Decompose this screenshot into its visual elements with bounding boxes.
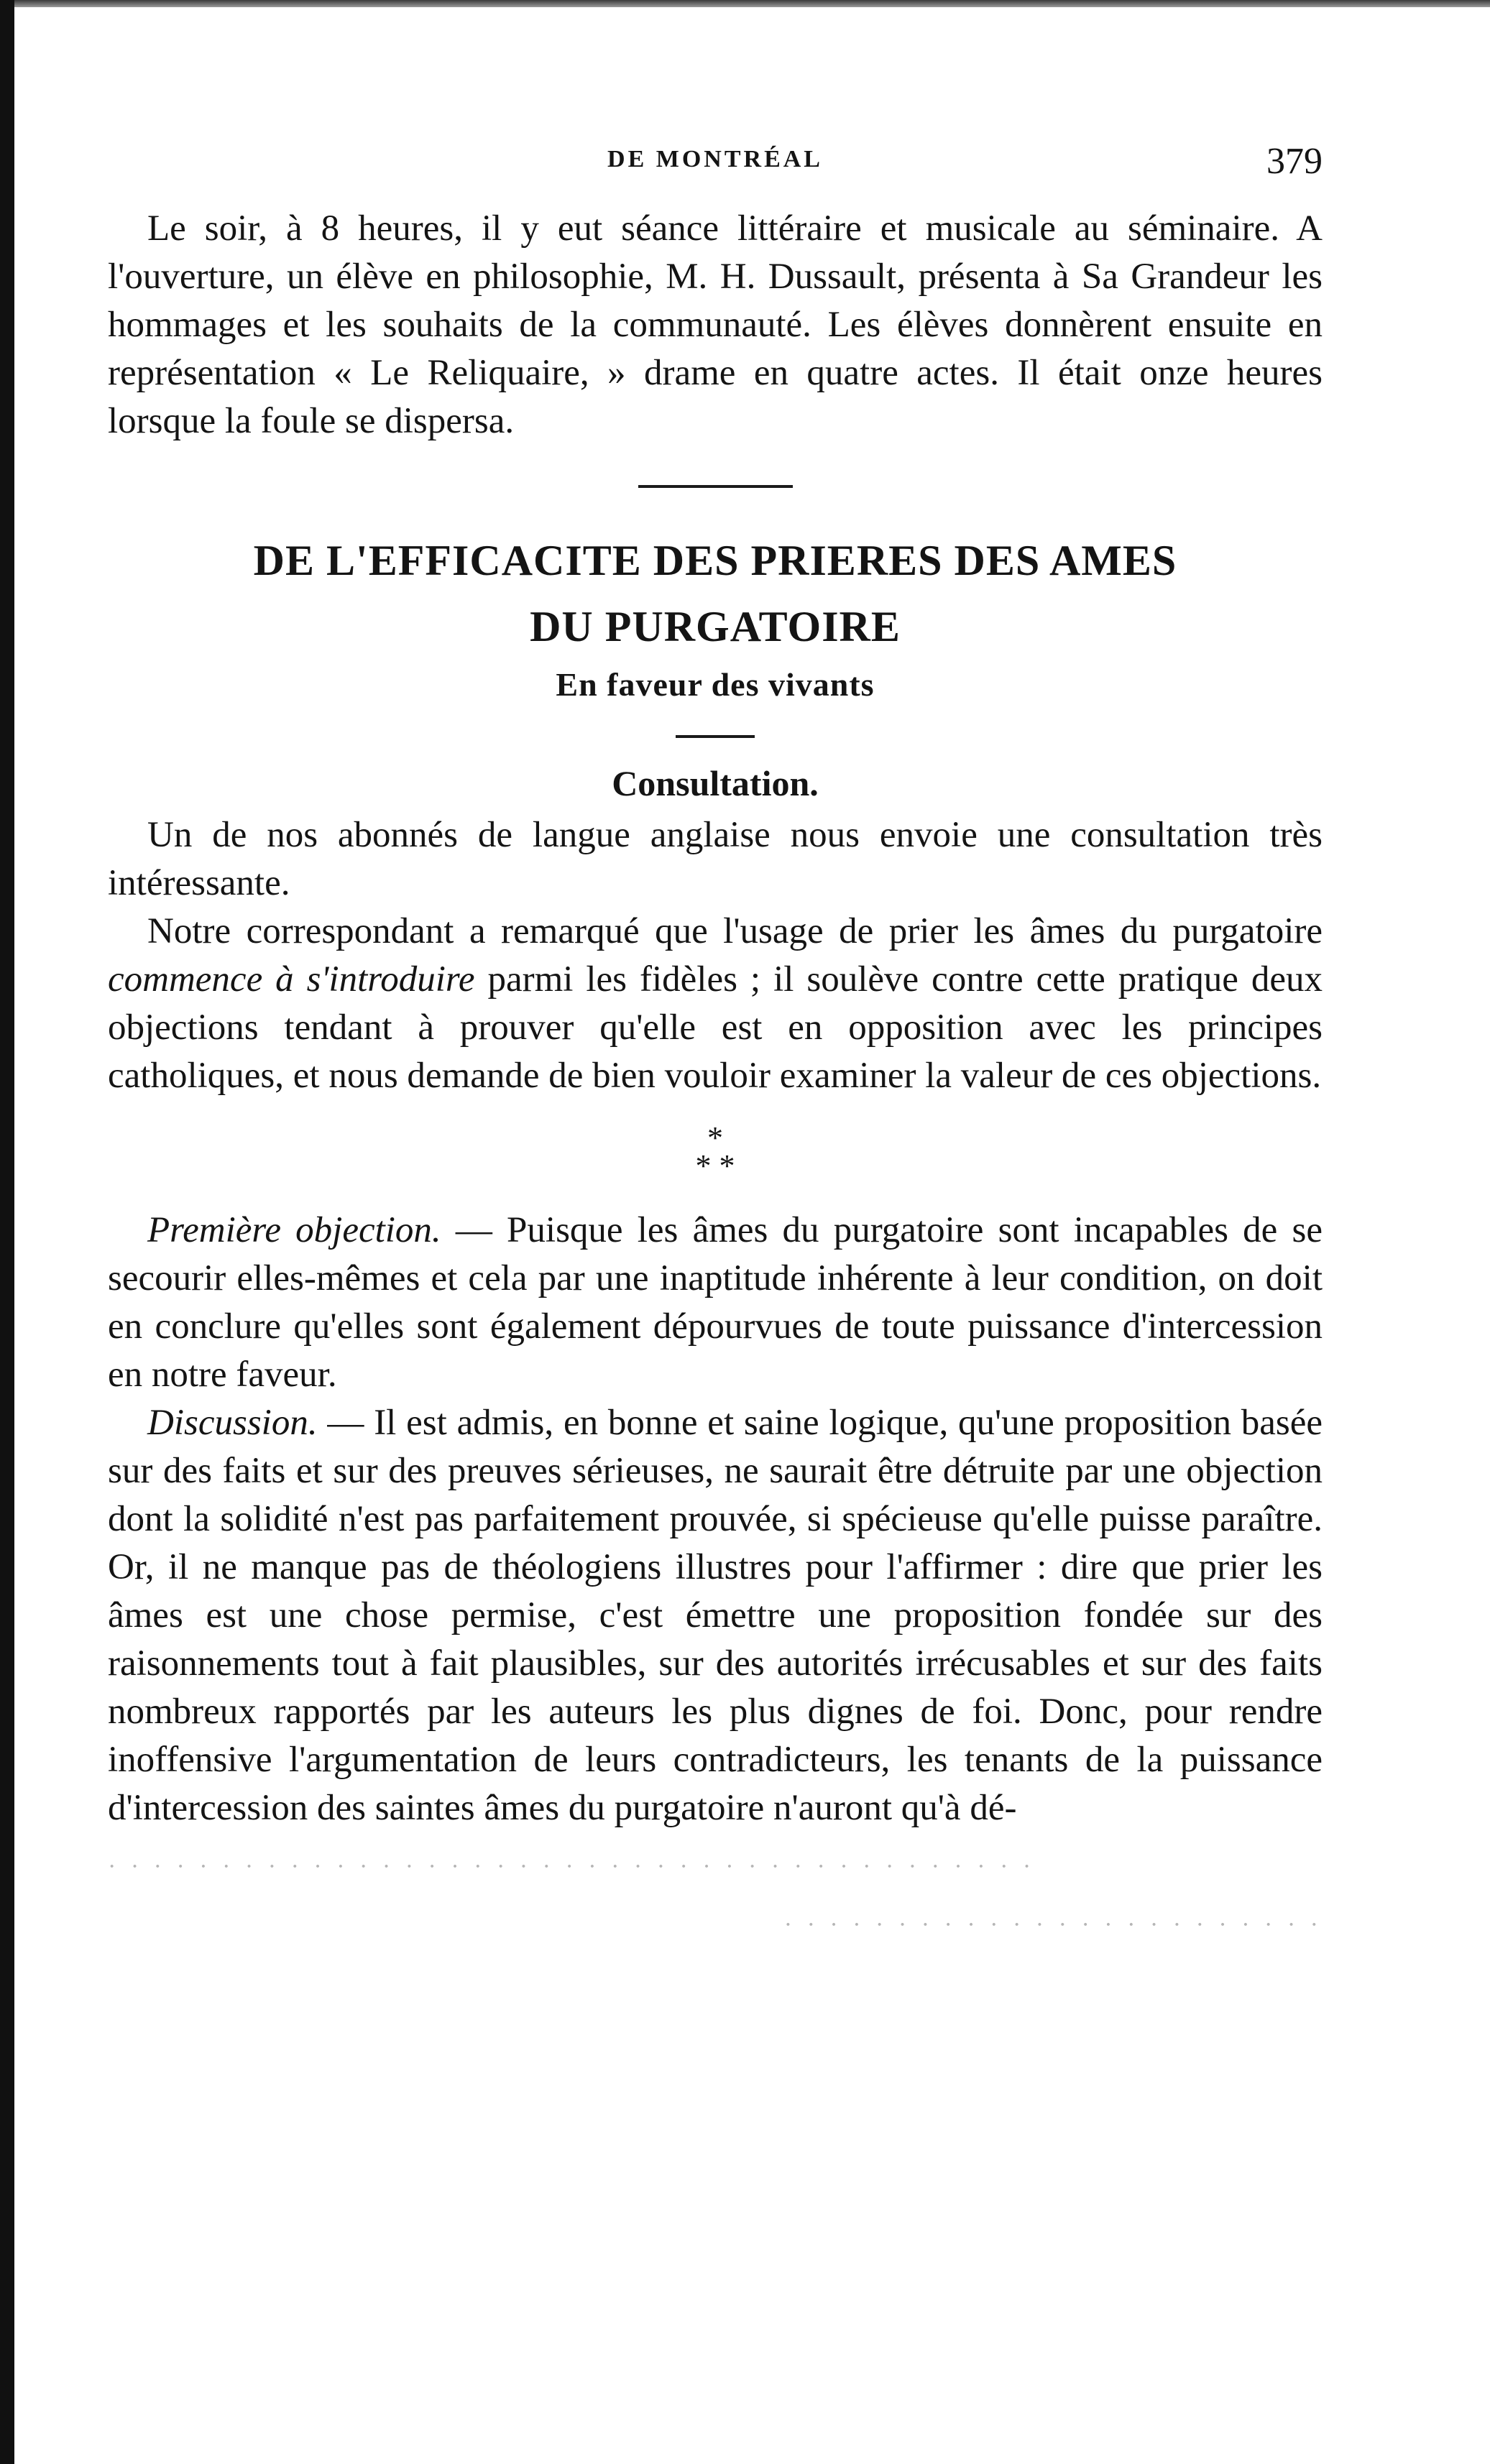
- asterism-bottom: * *: [695, 1148, 735, 1183]
- objection-label: Première objection.: [147, 1210, 441, 1250]
- running-head: DE MONTRÉAL: [607, 146, 823, 172]
- para2-after: parmi les fidèles ; il soulève contre cette pratique deux objections tendant à prouver qu'elle est en opposition avec les principes catholiques, et nous demande de bien vouloir examiner la valeur de ces objections.: [108, 959, 1323, 1096]
- asterism-top: *: [707, 1120, 723, 1155]
- asterism: [108, 1120, 1323, 1185]
- faded-line-1: · · · · · · · · · · · · · · · · · · · · · · · · · · · · · · · · · · · · · · · · ·: [108, 1853, 1036, 1880]
- article-title: [108, 527, 1323, 660]
- article-subtitle: En faveur des vivants: [556, 666, 875, 703]
- section-heading: Consultation.: [612, 763, 819, 803]
- page-number: 379: [1266, 141, 1323, 182]
- top-edge: [0, 0, 1490, 7]
- article-title-line-2: DU PURGATOIRE: [530, 603, 901, 650]
- page-body: [108, 205, 1323, 1949]
- faded-line-2: · · · · · · · · · · · · · · · · · · · · · · · ·: [783, 1911, 1323, 1938]
- objection-text: — Puisque les âmes du purgatoire sont incapables de se secourir elles-mêmes et cela par une inaptitude inhérente à leur condition, on doit en conclure qu'elles sont également dépourvues de toute puissance d'intercession en notre faveur.: [108, 1210, 1323, 1395]
- intro-paragraph: Le soir, à 8 heures, il y eut séance littéraire et musicale au séminaire. A l'ouverture, un élève en philosophie, M. H. Dussault, présenta à Sa Grandeur les hommages et les souhaits de la communauté. Les élèves donnèrent ensuite en représentation « Le Reliquaire, » drame en quatre actes. Il était onze heures lorsque la foule se dispersa.: [108, 208, 1323, 441]
- para2-italic: commence à s'introduire: [108, 959, 475, 1000]
- discussion-text: — Il est admis, en bonne et saine logique, qu'une proposition basée sur des faits et sur des preuves sérieuses, ne saurait être détruite par une objection dont la solidité n'est pas parfaitement prouvée, si spécieuse qu'elle puisse paraître. Or, il ne manque pas de théologiens illustres pour l'affirmer : dire que prier les âmes est une chose permise, c'est émettre une proposition fondée sur des raisonnements tout à fait plausibles, sur des autorités irrécusables et sur des faits nombreux rapportés par les auteurs les plus dignes de foi. Donc, pour rendre inoffensive l'argumentation de leurs contradicteurs, les tenants de la puissance d'intercession des saintes âmes du purgatoire n'auront qu'à dé-: [108, 1403, 1323, 1828]
- paragraph-discussion: [108, 1399, 1323, 1832]
- binding-edge: [0, 0, 14, 2464]
- para2-before: Notre correspondant a remarqué que l'usage de prier les âmes du purgatoire: [147, 911, 1323, 951]
- section-divider: [638, 485, 793, 488]
- paragraph-correspondent: [108, 908, 1323, 1100]
- paragraph-consultation: Un de nos abonnés de langue anglaise nous envoie une consultation très intéressante.: [108, 815, 1323, 903]
- subtitle-divider: [676, 735, 755, 738]
- article-title-line-1: DE L'EFFICACITE DES PRIERES DES AMES: [253, 537, 1177, 584]
- page-header: [108, 140, 1323, 183]
- paragraph-first-objection: [108, 1206, 1323, 1399]
- discussion-label: Discussion.: [147, 1403, 318, 1443]
